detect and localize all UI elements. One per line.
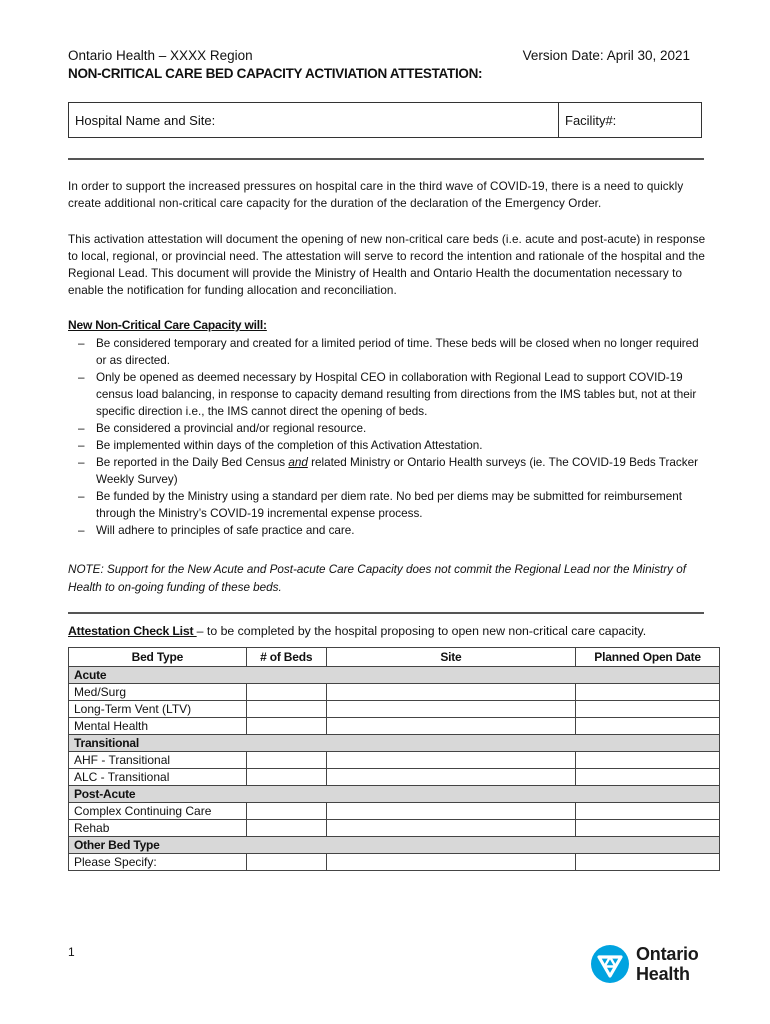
table-row: [69, 769, 720, 786]
facility-number-field[interactable]: [559, 103, 701, 137]
num-beds-input[interactable]: [246, 803, 326, 820]
section-label: Post-Acute: [69, 786, 720, 803]
num-beds-input[interactable]: [246, 718, 326, 735]
list-item: – Be considered a provincial and/or regional resource.: [78, 420, 708, 437]
logo-line-2: Health: [636, 964, 690, 984]
table-row: [69, 803, 720, 820]
bed-type-cell: Long-Term Vent (LTV): [69, 701, 247, 718]
capacity-heading: New Non-Critical Care Capacity will:: [68, 318, 267, 332]
table-row: [69, 854, 720, 871]
attestation-table: [68, 647, 720, 871]
section-label: Transitional: [69, 735, 720, 752]
list-item: – Be implemented within days of the completion of this Activation Attestation.: [78, 437, 708, 454]
site-input[interactable]: [326, 718, 576, 735]
planned-date-input[interactable]: [576, 854, 720, 871]
divider: [68, 612, 704, 614]
list-item-text: related Ministry or Ontario Health surveys (ie. The COVID-19 Beds Tracker Weekly Survey): [96, 456, 698, 486]
logo-line-1: Ontario: [636, 944, 699, 964]
column-header-site: Site: [326, 648, 576, 667]
divider: [68, 158, 704, 160]
list-item: – Be considered temporary and created for a limited period of time. These beds will be closed when no longer required or as directed.: [78, 335, 708, 369]
column-header-planned-open-date: Planned Open Date: [576, 648, 720, 667]
section-row-post-acute: [69, 786, 720, 803]
bed-type-cell: Med/Surg: [69, 684, 247, 701]
section-row-other: [69, 837, 720, 854]
table-row: [69, 752, 720, 769]
table-row: [69, 820, 720, 837]
planned-date-input[interactable]: [576, 701, 720, 718]
document-title: NON-CRITICAL CARE BED CAPACITY ACTIVIATION ATTESTATION:: [68, 66, 483, 81]
table-header-row: [69, 648, 720, 667]
table-row: [69, 718, 720, 735]
planned-date-input[interactable]: [576, 769, 720, 786]
section-label: Other Bed Type: [69, 837, 720, 854]
region-label: Ontario Health – XXXX Region: [68, 48, 253, 63]
list-item: – Be funded by the Ministry using a standard per diem rate. No bed per diems may be submitted for reimbursement through the Ministry’s COVID-19 incremental expense process.: [78, 488, 708, 522]
list-item: – Only be opened as deemed necessary by Hospital CEO in collaboration with Regional Lead to support COVID-19 census load balancing, in response to capacity demand resulting from directions from the IMS tables but, not at their specific direction i.e., the IMS cannot direct the opening of beds.: [78, 369, 708, 420]
facility-number-label: Facility#:: [565, 112, 617, 128]
emphasis-and: and: [288, 456, 308, 469]
hospital-name-label: Hospital Name and Site:: [75, 112, 216, 128]
logo-wordmark: [636, 944, 699, 984]
hospital-info-box: [68, 102, 702, 138]
table-row: [69, 701, 720, 718]
section-label: Acute: [69, 667, 720, 684]
section-row-transitional: [69, 735, 720, 752]
planned-date-input[interactable]: [576, 684, 720, 701]
version-date: Version Date: April 30, 2021: [522, 48, 690, 63]
planned-date-input[interactable]: [576, 752, 720, 769]
num-beds-input[interactable]: [246, 769, 326, 786]
checklist-description: – to be completed by the hospital proposing to open new non-critical care capacity.: [196, 624, 647, 638]
intro-paragraph-1: In order to support the increased pressures on hospital care in the third wave of COVID-19, there is a need to quickly create additional non-critical care capacity for the duration of the declaration of the Emergency Order.: [68, 180, 684, 210]
site-input[interactable]: [326, 820, 576, 837]
column-header-bed-type: Bed Type: [69, 648, 247, 667]
intro-paragraph-2: This activation attestation will document the opening of new non-critical care beds (i.e. acute and post-acute) in response to local, regional, or provincial need. The attestation will serve to record the intention and rationale of the hospital and the Regional Lead. This document will provide the Ministry of Health and Ontario Health the documentation necessary to enable the notification for funding allocation and reconciliation.: [68, 233, 706, 297]
funding-note: NOTE: Support for the New Acute and Post-acute Care Capacity does not commit the Regional Lead nor the Ministry of Health to on-going funding of these beds.: [68, 563, 687, 594]
planned-date-input[interactable]: [576, 820, 720, 837]
trillium-icon: [590, 944, 630, 984]
bed-type-cell: Rehab: [69, 820, 247, 837]
num-beds-input[interactable]: [246, 820, 326, 837]
num-beds-input[interactable]: [246, 701, 326, 718]
bed-type-cell: ALC - Transitional: [69, 769, 247, 786]
list-item-text: Be reported in the Daily Bed Census: [96, 456, 289, 469]
list-item: – Will adhere to principles of safe practice and care.: [78, 522, 708, 539]
planned-date-input[interactable]: [576, 718, 720, 735]
site-input[interactable]: [326, 684, 576, 701]
list-item: [78, 454, 708, 488]
bed-type-cell: Complex Continuing Care: [69, 803, 247, 820]
site-input[interactable]: [326, 752, 576, 769]
page-number: 1: [68, 945, 75, 959]
planned-date-input[interactable]: [576, 803, 720, 820]
section-row-acute: [69, 667, 720, 684]
site-input[interactable]: [326, 803, 576, 820]
ontario-health-logo: [590, 944, 699, 984]
checklist-intro: [68, 624, 646, 638]
site-input[interactable]: [326, 701, 576, 718]
table-row: [69, 684, 720, 701]
bed-type-cell: Please Specify:: [69, 854, 247, 871]
num-beds-input[interactable]: [246, 854, 326, 871]
site-input[interactable]: [326, 854, 576, 871]
column-header-num-beds: # of Beds: [246, 648, 326, 667]
bed-type-cell: AHF - Transitional: [69, 752, 247, 769]
site-input[interactable]: [326, 769, 576, 786]
capacity-list: [78, 335, 708, 539]
bed-type-cell: Mental Health: [69, 718, 247, 735]
num-beds-input[interactable]: [246, 752, 326, 769]
num-beds-input[interactable]: [246, 684, 326, 701]
checklist-label: Attestation Check List: [68, 624, 197, 638]
hospital-name-field[interactable]: [69, 103, 559, 137]
